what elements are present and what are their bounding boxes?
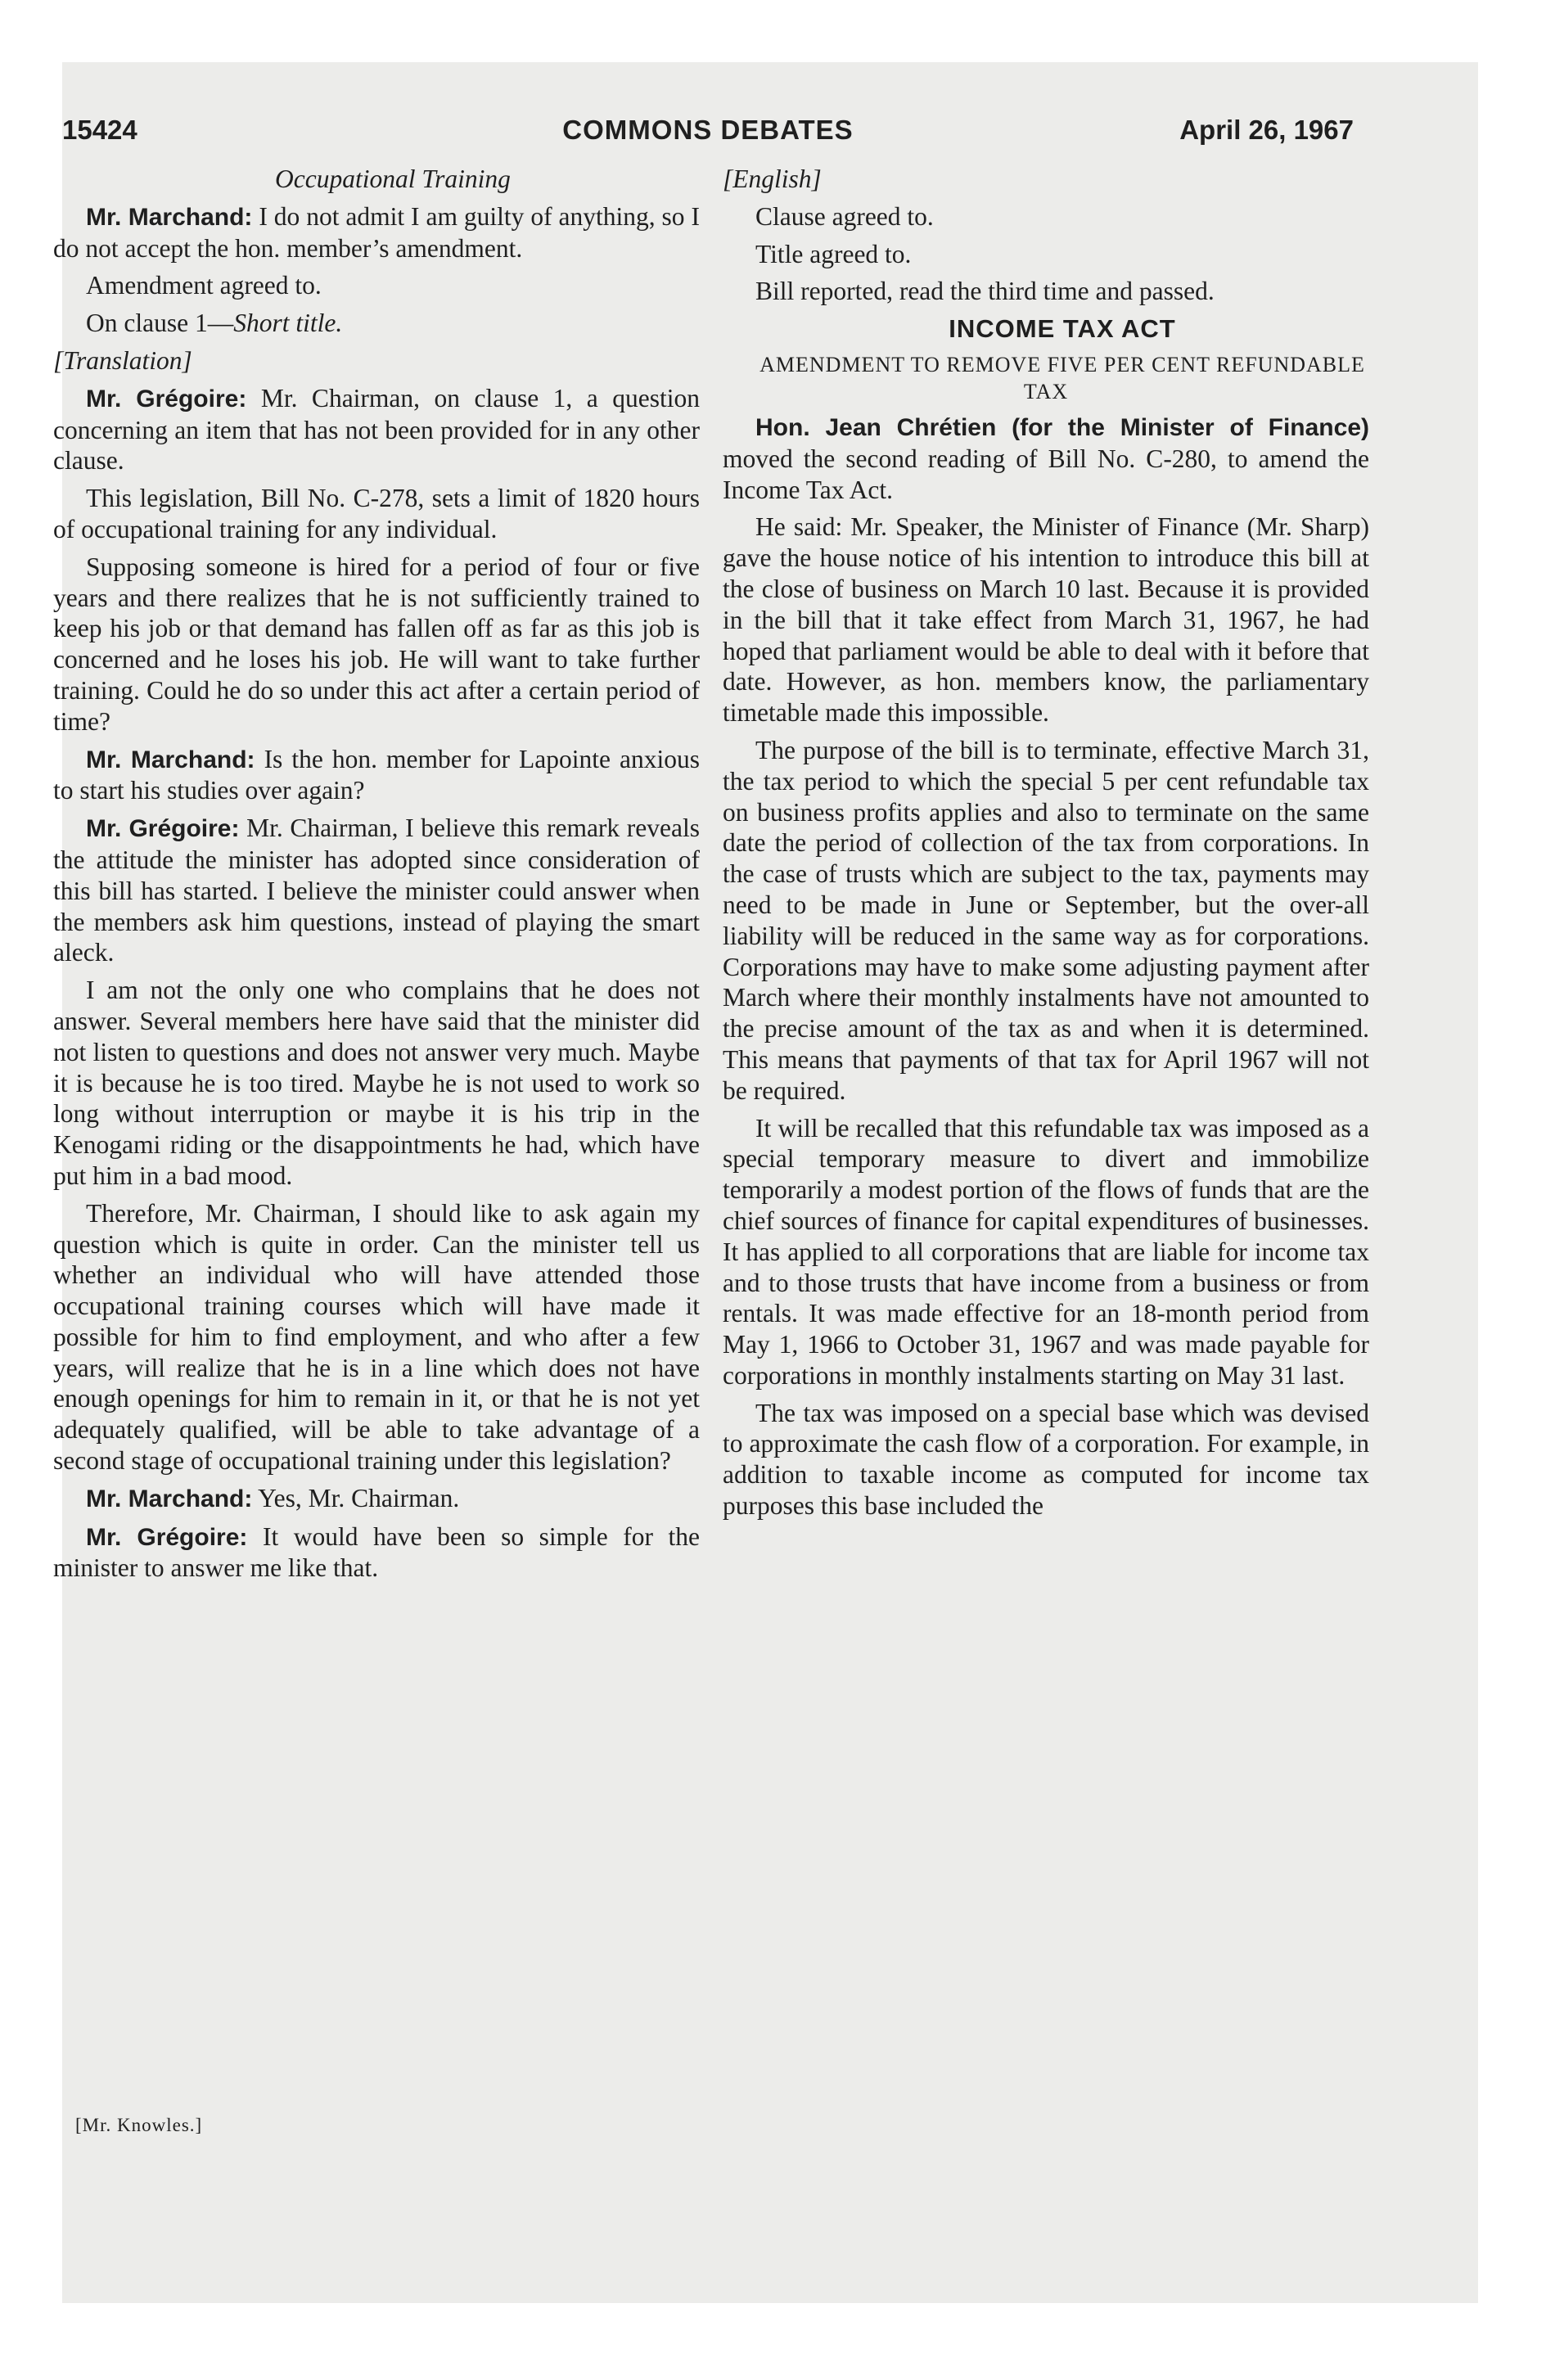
language-tag: [English] (723, 165, 822, 193)
speech-text: Yes, Mr. Chairman. (252, 1483, 460, 1512)
speech-text: I do not admit I am guilty of anything, so I do not accept the hon. member’s amendment. (53, 201, 700, 263)
running-header (0, 115, 1416, 156)
paragraph: The purpose of the bill is to terminate, effective March 31, the tax period to which the special 5 per cent refundable tax on business profits applies and also to terminate on the same date the period of collection of the tax from corporations. In the case of trusts which are subject to the tax, payments may need to be made in June or September, but the over-all liability will be reduced in the same way as for corporations. Corporations may have to make some adjusting payment after March where their monthly instalments have not amounted to the precise amount of the tax as and when it is determined. This means that payments of that tax for April 1967 will not be required. (723, 735, 1369, 1105)
paragraph: Amendment agreed to. (86, 271, 322, 300)
right-column (723, 164, 1369, 1528)
speaker-name: Mr. Marchand: (86, 746, 255, 773)
speaker-name: Mr. Grégoire: (86, 815, 240, 843)
section-heading: INCOME TAX ACT (949, 314, 1176, 344)
footer-speaker-note: [Mr. Knowles.] (75, 2115, 203, 2135)
paragraph: This legislation, Bill No. C-278, sets a limit of 1820 hours of occupational training for any individual. (53, 484, 700, 543)
publication-title: COMMONS DEBATES (562, 115, 854, 145)
language-tag: [Translation] (53, 345, 192, 375)
paragraph: Bill reported, read the third time and passed. (755, 277, 1215, 306)
left-column (53, 164, 700, 1590)
paragraph: It will be recalled that this refundable tax was imposed as a special temporary measure to divert and immobilize temporarily a modest portion of the flows of funds that are the chief sources of finance for capital expenditures of businesses. It has applied to all corporations that are liable for income tax and to those trusts that have income from a business or from rentals. It was made effective for an 18-month period from May 1, 1966 to October 31, 1967 and was made payable for corporations in monthly instalments starting on May 31 last. (723, 1113, 1369, 1390)
paragraph: Title agreed to. (755, 239, 912, 268)
speech-text: Mr. Chairman, I believe this remark reveals the attitude the minister has adopted since consideration of this bill has started. I believe the minister could answer when the members ask him questions, instead of playing the smart aleck. (53, 814, 701, 967)
speaker-name: Hon. Jean Chrétien (for the Minister of Finance) (755, 413, 1369, 441)
section-title: Occupational Training (275, 165, 511, 193)
paragraph: I am not the only one who complains that he does not answer. Several members here have said that the minister did not listen to questions and does not answer very much. Maybe it is because he is too tired. Maybe he is not used to work so long without interruption or maybe it is his trip in the Kenogami riding or the disappointments he had, which have put him in a bad mood. (53, 976, 700, 1190)
paragraph: The tax was imposed on a special base which was devised to approximate the cash flow of a corporation. For example, in addition to taxable income as computed for income tax purposes this base included the (723, 1398, 1369, 1521)
section-subheading: AMENDMENT TO REMOVE FIVE PER CENT REFUNDABLE TAX (759, 352, 1365, 403)
paragraph: Supposing someone is hired for a period of four or five years and there realizes that he is not sufficiently trained to keep his job or that demand has fallen off as far as this job is concerned and he loses his job. He will want to take further training. Could he do so under this act after a certain period of time? (53, 552, 700, 736)
paragraph: Therefore, Mr. Chairman, I should like to ask again my question which is quite in order. Can the minister tell us whether an individual who will have attended those occupational training courses which will have made it possible for him to find employment, and who after a few years, will realize that he is in a line which does not have enough openings for him to remain in it, or that he is not yet adequately qualified, will be able to take advantage of a second stage of occupational training under this legislation? (53, 1198, 700, 1476)
paragraph: Clause agreed to. (755, 201, 934, 231)
speech-text: Mr. Chairman, on clause 1, a question concerning an item that has not been provided for in any other clause. (53, 383, 700, 476)
paragraph (53, 201, 700, 264)
speaker-name: Mr. Grégoire: (86, 385, 247, 412)
paragraph (53, 813, 700, 968)
paragraph: He said: Mr. Speaker, the Minister of Finance (Mr. Sharp) gave the house notice of his intention to introduce this bill at the close of business on March 10 last. Because it is provided in the bill that it take effect from March 31, 1967, he had hoped that parliament would be able to deal with it before that date. However, as hon. members know, the parliamentary timetable made this impossible. (723, 512, 1369, 728)
paragraph (723, 412, 1369, 505)
paragraph (53, 1483, 700, 1515)
speaker-name: Mr. Marchand: (86, 1485, 253, 1512)
paragraph (53, 1521, 700, 1584)
page-date: April 26, 1967 (1179, 115, 1354, 145)
speech-text: Is the hon. member for Lapointe anxious to start his studies over again? (53, 744, 700, 805)
page-number: 15424 (62, 115, 137, 145)
paragraph (53, 383, 700, 476)
paragraph (53, 744, 700, 807)
speech-text: moved the second reading of Bill No. C-280, to amend the Income Tax Act. (723, 444, 1369, 504)
clause-title: Short title. (233, 309, 343, 338)
clause-label: On clause 1— (86, 309, 234, 338)
speech-text: It would have been so simple for the minister to answer me like that. (53, 1521, 700, 1583)
speaker-name: Mr. Marchand: (86, 203, 253, 231)
paragraph (53, 308, 700, 339)
speaker-name: Mr. Grégoire: (86, 1523, 248, 1551)
